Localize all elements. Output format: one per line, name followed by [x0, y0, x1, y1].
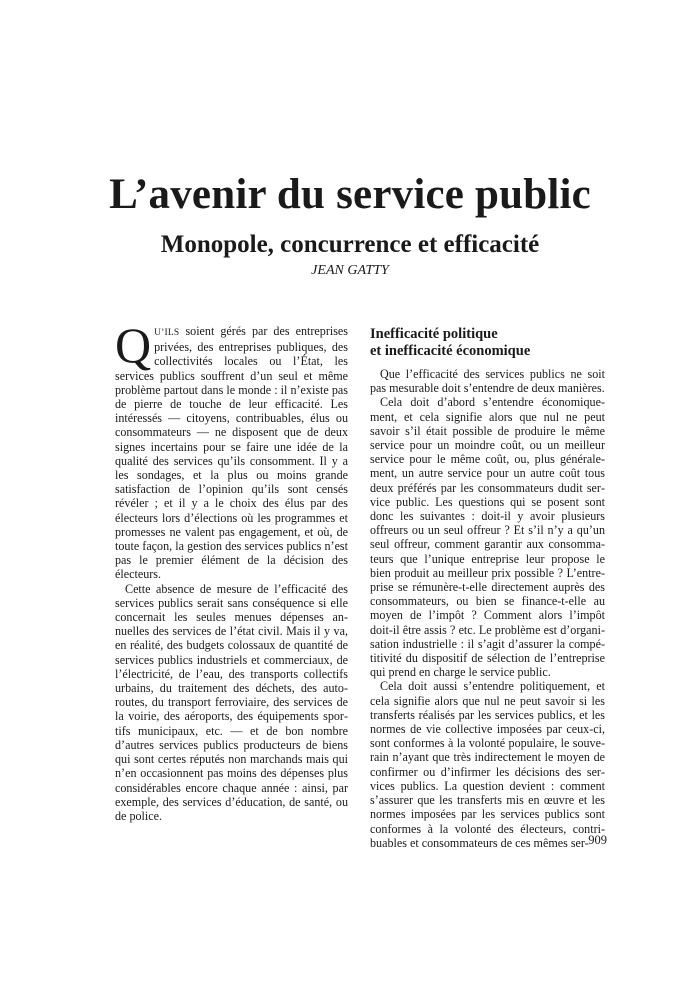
- body-paragraph: Que l’efficacité des services publics ne soit pas mesurable doit s’entendre de deux manières.: [370, 367, 605, 396]
- article-title: L’avenir du service public: [109, 170, 591, 218]
- article-subtitle: Monopole, concurrence et efficacité: [160, 230, 540, 258]
- right-column: [370, 324, 605, 850]
- section-heading-line: Inefficacité politique: [370, 326, 498, 342]
- page-number: 909: [588, 833, 607, 847]
- article-author: JEAN GATTY: [311, 263, 389, 278]
- intro-paragraph: [115, 317, 348, 582]
- left-column: [115, 317, 348, 823]
- small-caps-lead: U’ILS: [154, 328, 180, 338]
- body-paragraph: Cela doit d’abord s’entendre économiquement, et cela signifie alors que nul ne peut savoir s’il était possible de produire le même service pour un moindre coût, ou un meilleur service pour le même coût, ou, plus généralement, un autre service pour un autre coût tous deux préférés par les consommateurs dudit service public. Les questions qui se posent sont donc les suivantes : doit-il y avoir plusieurs offreurs ou un seul offreur ? Et s’il n’y a qu’un seul offreur, comment garantir aux consommateurs que l’unique entreprise leur propose le bien produit au meilleur prix possible ? L’entreprise se rémunère-t-elle directement auprès des consommateurs, ou bien se finance-t-elle au moyen de l’impôt ? Comment alors l’impôt doit-il être assis ? etc. Le problème est d’organisation industrielle : il s’agit d’assurer la compétitivité du dispositif de sélection de l’entreprise qui prend en charge le service public.: [370, 395, 605, 680]
- intro-paragraph-text: soient gérés par des entreprises privées, des entreprises publiques, des collectivités locales ou l’État, les services publics souffrent d’un seul et même problème partout dans le monde : il n’existe pas de pierre de touche de leur efficacité. Les intéressés — citoyens, contribuables, élus ou consommateurs — ne disposent que de deux signes incertains pour se faire une idée de la qualité des services qu’ils consomment. Il y a les sondages, et la plus ou moins grande satisfaction de l’opinion qu’ils sont censés révéler ; et il y a le choix des élus par des électeurs lors d’élections où les programmes et promesses ne valent pas engagement, et où, de toute façon, la gestion des services publics n’est pas le premier élément de la décision des électeurs.: [115, 324, 348, 582]
- body-paragraph: Cela doit aussi s’entendre politiquement, et cela signifie alors que nul ne peut savoir si les transferts réalisés par les services publics, et les normes de vie collective imposées par ceux-ci, sont conformes à la volonté populaire, le souverain n’ayant que très indirectement le moyen de confirmer ou d’infirmer les décisions des services publics. La question devient : comment s’assurer que les transferts mis en œuvre et les normes imposées par les services publics sont conformes à la volonté des électeurs, contribuables et consommateurs de ces mêmes ser-: [370, 679, 605, 850]
- section-heading-line: et inefficacité économique: [370, 343, 531, 359]
- section-heading: [370, 326, 605, 360]
- body-paragraph: Cette absence de mesure de l’efficacité des services publics serait sans conséquence si elle concernait les seules menues dépenses annuelles des services de l’état civil. Mais il y va, en réalité, des budgets colossaux de quantité de services publics industriels et commerciaux, de l’électricité, de l’eau, des transports collectifs urbains, du traitement des déchets, des autoroutes, du transport ferroviaire, des services de la voirie, des aéroports, des équipements sportifs municipaux, etc. — et de bon nombre d’autres services publics producteurs de biens qui sont certes réputés non marchands mais qui n’en occasionnent pas moins des dépenses plus considérables encore chaque année : ainsi, par exemple, des services d’éducation, de santé, ou de police.: [115, 581, 348, 823]
- drop-cap: Q: [115, 317, 152, 373]
